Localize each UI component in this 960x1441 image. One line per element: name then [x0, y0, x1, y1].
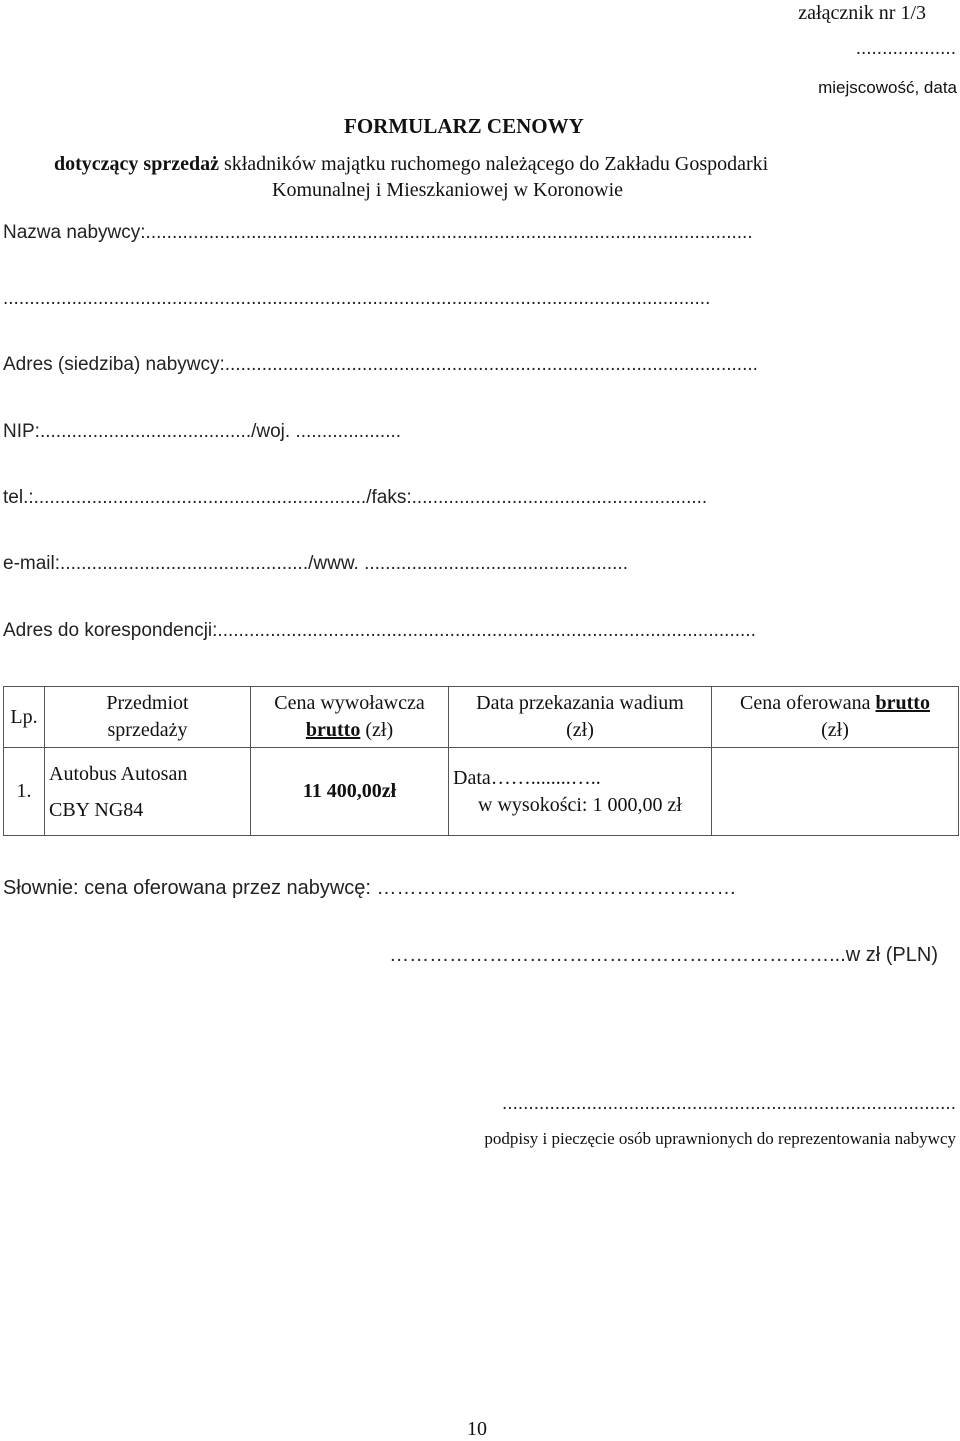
header-deposit-line1: Data przekazania wadium — [476, 692, 684, 714]
price-table — [3, 686, 959, 836]
header-price — [251, 687, 449, 748]
header-lp: Lp. — [4, 687, 45, 748]
header-price-brutto: brutto — [305, 719, 361, 741]
header-price-line2 — [255, 717, 444, 744]
header-offer-line1 — [716, 690, 954, 717]
row-item-line2: CBY NG84 — [49, 798, 144, 821]
row-deposit-line2: w wysokości: 1 000,00 zł — [478, 793, 682, 816]
row-lp: 1. — [4, 748, 45, 836]
header-item-line1: Przedmiot — [106, 692, 189, 714]
header-offer — [712, 687, 959, 748]
header-price-line1: Cena wywoławcza — [274, 692, 425, 714]
place-date-label: miejscowość, data — [818, 78, 957, 97]
header-offer-brutto: brutto — [875, 692, 930, 714]
header-offer-text: Cena oferowana — [740, 692, 876, 714]
header-deposit-line2: (zł) — [566, 719, 594, 741]
phone-fax-field[interactable]: tel.:.............................................................../faks:........................................................ — [3, 487, 708, 508]
header-price-unit: (zł) — [360, 719, 394, 741]
words-line2[interactable]: …………………………………………………………...w zł (PLN) — [389, 944, 938, 966]
row-price: 11 400,00zł — [251, 748, 449, 836]
page-number: 10 — [467, 1418, 487, 1440]
row-item-line1: Autobus Autosan — [49, 762, 188, 785]
signature-dots: ...................................................................................... — [502, 1093, 956, 1114]
buyer-name-field[interactable]: Nazwa nabywcy:................................................................................................................... — [3, 222, 753, 243]
signature-label: podpisy i pieczęcie osób uprawnionych do reprezentowania nabywcy — [484, 1129, 956, 1148]
place-date-dots: ................... — [855, 38, 956, 59]
header-item — [45, 687, 251, 748]
subtitle-bold: dotyczący sprzedaż — [54, 153, 219, 175]
header-deposit — [449, 687, 712, 748]
header-item-line2: sprzedaży — [107, 719, 188, 741]
attachment-label: załącznik nr 1/3 — [798, 2, 926, 24]
row-offer-input[interactable] — [712, 748, 959, 836]
correspondence-address-field[interactable]: Adres do korespondencji:...................................................................................................... — [3, 620, 756, 641]
table-row — [4, 748, 959, 836]
subtitle-rest: składników majątku ruchomego należącego do Zakładu Gospodarki — [218, 153, 769, 175]
subtitle-line1 — [54, 153, 768, 176]
address-field[interactable]: Adres (siedziba) nabywcy:..................................................................................................... — [3, 354, 758, 375]
buyer-name-continuation[interactable]: ...................................................................................................................................... — [3, 288, 711, 309]
header-offer-line2: (zł) — [821, 719, 849, 741]
words-line1[interactable]: Słownie: cena oferowana przez nabywcę: ……………………………………………… — [3, 877, 737, 899]
table-header-row — [4, 687, 959, 748]
page-title: FORMULARZ CENOWY — [344, 114, 584, 138]
row-deposit-line1: Data……........….. — [453, 766, 601, 789]
subtitle-line2: Komunalnej i Mieszkaniowej w Koronowie — [272, 179, 624, 201]
row-item — [45, 748, 251, 836]
row-deposit — [449, 748, 712, 836]
nip-field[interactable]: NIP:......................................../woj. .................... — [3, 421, 402, 442]
email-www-field[interactable]: e-mail:.............................................../www. .................................................. — [3, 553, 629, 574]
